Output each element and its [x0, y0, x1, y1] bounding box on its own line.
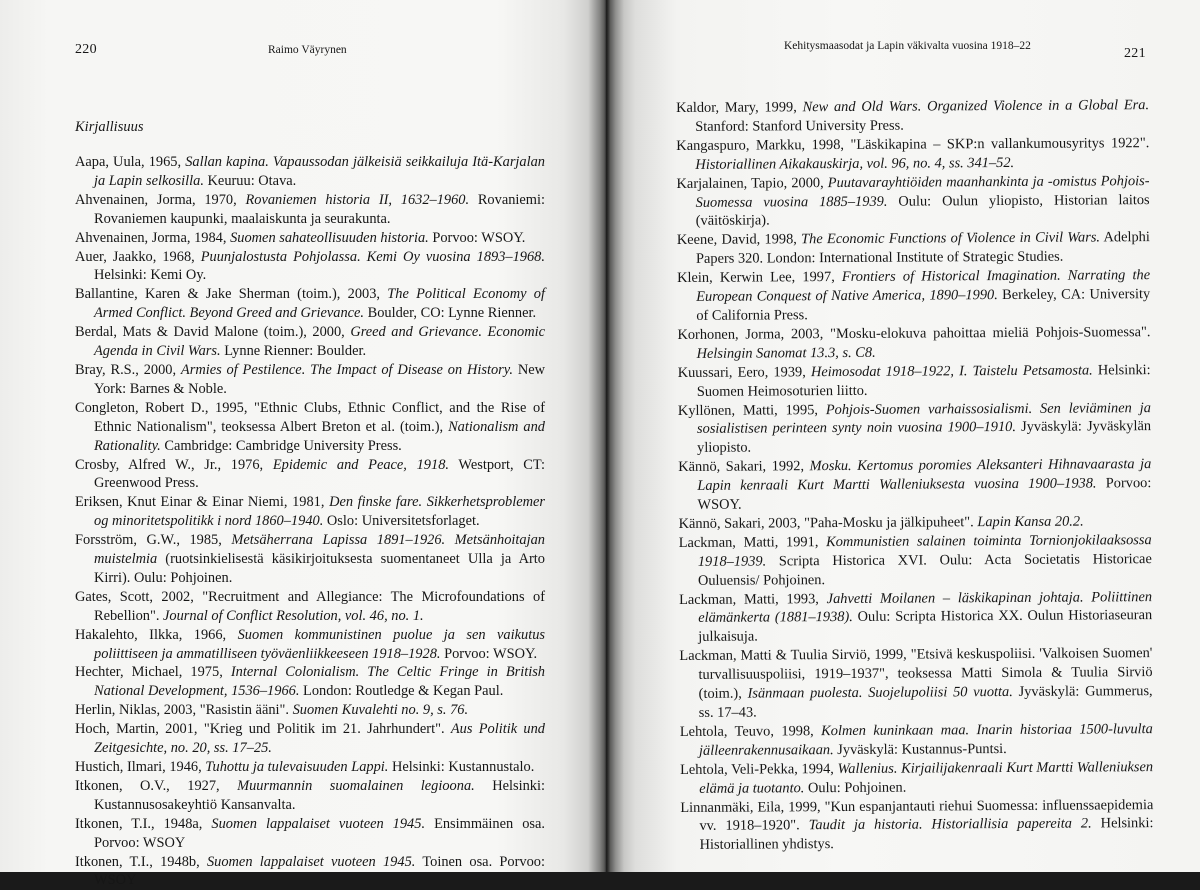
reference-text: Congleton, Robert D., 1995, "Ethnic Clubs, Ethnic Conflict, and the Rise of Ethnic Nationalism", teoksessa Albert Breton et al. (toim.),	[75, 399, 545, 435]
section-heading: Kirjallisuus	[75, 119, 144, 135]
reference-text: Kännö, Sakari, 1992,	[678, 458, 810, 476]
reference-text: Karjalainen, Tapio, 2000,	[676, 174, 828, 192]
reference-text: Westport, CT: Greenwood Press.	[94, 456, 545, 492]
reference-title: Suomen lappalaiset vuoteen 1945.	[206, 853, 416, 870]
reference-text: Ahvenainen, Jorma, 1970,	[75, 191, 246, 208]
reference-entry	[75, 777, 545, 815]
reference-text: Helsinki: Kemi Oy.	[94, 267, 207, 284]
reference-text: Berdal, Mats & David Malone (toim.), 2000,	[75, 324, 351, 341]
reference-title: Historiallinen Aikakauskirja, vol. 96, no. 4, ss. 341–52.	[695, 154, 1015, 173]
reference-entry	[75, 663, 545, 701]
reference-text: Oulu: Pohjoinen.	[804, 779, 907, 796]
reference-text: Helsinki: Historiallinen yhdistys.	[699, 815, 1154, 854]
reference-text: Jyväskylä: Jyväskylän yliopisto.	[697, 418, 1152, 457]
reference-text: Korhonen, Jorma, 2003, "Mosku-elokuva pahoittaa mieliä Pohjois-Suomessa".	[677, 323, 1151, 343]
reference-text: Hechter, Michael, 1975,	[75, 664, 231, 681]
reference-entry	[75, 285, 545, 323]
reference-text: Auer, Jaakko, 1968,	[75, 248, 201, 265]
reference-title: Metsäherrana Lapissa 1891–1926. Metsänhoitajan muistelmia	[94, 532, 545, 568]
reference-text: Lynne Rienner: Boulder.	[220, 343, 367, 360]
reference-text: Ahvenainen, Jorma, 1984,	[75, 229, 231, 246]
reference-title: Suomen kommunistinen puolue ja sen vaikutus poliittiseen ja ammatilliseen työväenliikkeeseen 1918–1928.	[94, 626, 545, 662]
reference-title: Isänmaan puolesta. Suojelupoliisi 50 vuotta.	[747, 684, 1013, 702]
reference-list-left	[75, 153, 545, 890]
reference-entry	[680, 758, 1153, 799]
reference-entry	[75, 720, 545, 758]
reference-text: New York: Barnes & Noble.	[94, 361, 545, 397]
reference-text: Stanford: Stanford University Press.	[695, 117, 904, 135]
reference-entry	[678, 455, 1151, 515]
reference-title: Armies of Pestilence. The Impact of Disease on History.	[180, 361, 513, 378]
reference-text: Adelphi Papers 320. London: International Institute of Strategic Studies.	[695, 229, 1150, 268]
reference-text: Aapa, Uula, 1965,	[75, 154, 186, 170]
reference-entry	[678, 361, 1151, 402]
reference-entry	[676, 134, 1149, 175]
reference-entry	[75, 853, 545, 890]
reference-title: Nationalism and Rationality.	[94, 418, 545, 454]
reference-title: Internal Colonialism. The Celtic Fringe in British National Development, 1536–1966.	[94, 664, 546, 700]
reference-text: Oulu: Scripta Historica XX. Oulun Historiaseuran julkaisuja.	[698, 607, 1153, 646]
reference-title: Suomen Kuvalehti no. 9, s. 76.	[292, 702, 469, 719]
reference-entry	[75, 531, 545, 588]
reference-text: Lackman, Matti & Tuulia Sirviö, 1999, "Etsivä keskuspoliisi. 'Valkoisen Suomen' turvallisuuspoliisi, 1919–1937", teoksessa Matti Simola & Tuulia Sirviö (toim.),	[679, 645, 1153, 702]
reference-entry	[676, 96, 1149, 137]
reference-text: Porvoo: WSOY.	[697, 475, 1152, 513]
reference-text: Kangaspuro, Markku, 1998, "Läskikapina – SKP:n vallankumousyritys 1922".	[676, 134, 1150, 154]
reference-title: Suomen lappalaiset vuoteen 1945.	[211, 815, 426, 832]
reference-title: Rovaniemen historia II, 1632–1960.	[245, 191, 470, 208]
reference-entry	[75, 626, 545, 664]
reference-text: Herlin, Niklas, 2003, "Rasistin ääni".	[75, 702, 293, 719]
reference-entry	[75, 588, 545, 626]
reference-entry	[75, 456, 545, 494]
reference-text: Porvoo: WSOY.	[440, 645, 538, 662]
reference-text: Gates, Scott, 2002, "Recruitment and Allegiance: The Microfoundations of Rebellion".	[75, 588, 545, 624]
reference-text: Kaldor, Mary, 1999,	[676, 99, 803, 116]
reference-entry	[680, 720, 1153, 761]
reference-entry	[678, 399, 1151, 459]
book-gutter	[588, 0, 624, 872]
reference-text: Oulu: Oulun yliopisto, Historian laitos (väitöskirja).	[695, 191, 1150, 230]
reference-text: Klein, Kerwin Lee, 1997,	[677, 269, 842, 287]
reference-entry	[75, 399, 545, 456]
reference-title: The Economic Functions of Violence in Civil Wars.	[801, 229, 1101, 248]
reference-text: Itkonen, O.V., 1927,	[75, 777, 238, 794]
right-running-head: Kehitysmaasodat ja Lapin väkivalta vuosina 1918–22	[784, 40, 1031, 52]
reference-text: Kyllönen, Matti, 1995,	[677, 401, 826, 419]
reference-text: Scripta Historica XVI. Oulu: Acta Societatis Historicae Ouluensis/ Pohjoinen.	[697, 550, 1152, 589]
reference-title: Pohjois-Suomen varhaissosialismi. Sen leviäminen ja sosialistisen perinteen synty noin vuosina 1900–1910.	[696, 399, 1151, 438]
reference-text: Kuussari, Eero, 1939,	[677, 363, 811, 381]
reference-title: New and Old Wars. Organized Violence in a Global Era.	[802, 97, 1150, 116]
reference-text: Helsinki: Kustannustalo.	[388, 759, 535, 775]
reference-text: Toinen osa. Porvoo: WSOY	[94, 853, 545, 889]
reference-text: Rovaniemi: Rovaniemen kaupunki, maalaiskunta ja seurakunta.	[94, 191, 545, 227]
reference-title: Muurmannin suomalainen legioona.	[237, 777, 475, 794]
reference-text: Keene, David, 1998,	[676, 231, 802, 249]
reference-title: Jahvetti Moilanen – läskikapinan johtaja. Poliittinen elämänkerta (1881–1938).	[698, 588, 1153, 627]
reference-title: Epidemic and Peace, 1918.	[272, 456, 449, 473]
reference-title: Tuhottu ja tulevaisuuden Lappi.	[205, 759, 389, 775]
reference-text: London: Routledge & Kegan Paul.	[299, 683, 504, 700]
reference-text: Eriksen, Knut Einar & Einar Niemi, 1981,	[75, 494, 330, 511]
reference-text: Oslo: Universitetsforlaget.	[323, 513, 480, 530]
reference-title: Lapin Kansa 20.2.	[977, 513, 1084, 531]
reference-text: Porvoo: WSOY.	[428, 229, 526, 246]
reference-entry	[677, 323, 1150, 364]
reference-text: Jyväskylä: Gummerus, ss. 17–43.	[698, 683, 1153, 721]
reference-entry	[75, 493, 545, 531]
reference-entry	[680, 796, 1153, 856]
reference-text: Ensimmäinen osa. Porvoo: WSOY	[94, 815, 545, 851]
reference-entry	[75, 701, 545, 720]
reference-title: Journal of Conflict Resolution, vol. 46, no. 1.	[163, 607, 424, 624]
reference-entry	[75, 815, 545, 853]
reference-text: Hakalehto, Ilkka, 1966,	[75, 626, 238, 643]
reference-text: Itkonen, T.I., 1948a,	[75, 815, 212, 832]
reference-text: Kännö, Sakari, 2003, "Paha-Mosku ja jälkipuheet".	[678, 514, 978, 532]
reference-entry	[75, 758, 545, 777]
reference-entry	[75, 248, 545, 286]
reference-list-right	[676, 96, 1154, 855]
reference-text: Bray, R.S., 2000,	[75, 361, 181, 378]
reference-text: Itkonen, T.I., 1948b,	[75, 853, 207, 870]
reference-title: Wallenius. Kirjailijakenraali Kurt Martti Walleniuksen elämä ja tuotanto.	[699, 758, 1154, 797]
reference-title: Greed and Grievance. Economic Agenda in Civil Wars.	[94, 324, 545, 360]
reference-entry	[677, 228, 1150, 269]
reference-title: Kolmen kuninkaan maa. Inarin historiaa 1500-luvulta jälleenrakennusaikaan.	[698, 721, 1153, 759]
reference-text: Cambridge: Cambridge University Press.	[160, 437, 402, 454]
reference-title: Frontiers of Historical Imagination. Narrating the European Conquest of Native America, 1890–1990.	[696, 267, 1151, 305]
reference-text: Boulder, CO: Lynne Rienner.	[364, 305, 537, 322]
reference-title: Kommunistien salainen toiminta Tornionjokilaaksossa 1918–1939.	[697, 531, 1152, 570]
reference-text: Lehtola, Veli-Pekka, 1994,	[680, 760, 838, 778]
reference-title: Sallan kapina. Vapaussodan jälkeisiä seikkailuja Itä-Karjalan ja Lapin selkosilla.	[94, 154, 545, 189]
reference-text: Lehtola, Teuvo, 1998,	[679, 723, 822, 740]
reference-text: Helsinki: Suomen Heimosoturien liitto.	[696, 361, 1151, 400]
reference-title: The Political Economy of Armed Conflict. Beyond Greed and Grievance.	[94, 286, 545, 322]
reference-text: Berkeley, CA: University of California Press.	[696, 286, 1151, 324]
left-page-number: 220	[75, 42, 97, 57]
reference-text: Keuruu: Otava.	[203, 172, 297, 189]
reference-entry	[75, 323, 545, 361]
reference-title: Mosku. Kertomus poromies Aleksanteri Hihnavaarasta ja Lapin kenraali Kurt Martti Walleniuksesta vuosina 1900–1938.	[697, 456, 1152, 495]
reference-title: Suomen sahateollisuuden historia.	[230, 229, 429, 246]
reference-title: Taudit ja historia. Historiallisia papereita 2.	[808, 815, 1092, 834]
reference-title: Aus Politik und Zeitgesichte, no. 20, ss. 17–25.	[94, 721, 545, 757]
reference-text: Helsinki: Kustannusosakeyhtiö Kansanvalta.	[94, 777, 545, 813]
reference-title: Puutavarayhtiöiden maanhankinta ja -omistus Pohjois-Suomessa vuosina 1885–1939.	[695, 172, 1150, 211]
reference-title: Heimosodat 1918–1922, I. Taistelu Petsamosta.	[810, 362, 1093, 380]
left-running-head: Raimo Väyrynen	[268, 44, 347, 56]
reference-entry	[676, 172, 1149, 232]
reference-text: Lackman, Matti, 1993,	[679, 590, 827, 608]
reference-entry	[677, 266, 1150, 326]
reference-text: Forsström, G.W., 1985,	[75, 532, 232, 549]
reference-text: Linnanmäki, Eila, 1999, "Kun espanjantauti riehui Suomessa: influenssaepidemia vv. 1918–1920".	[680, 796, 1154, 835]
reference-text: Crosby, Alfred W., Jr., 1976,	[75, 456, 273, 473]
reference-entry	[75, 153, 545, 191]
reference-text: Hustich, Ilmari, 1946,	[75, 759, 206, 775]
right-page-number: 221	[1124, 46, 1146, 61]
reference-text: Lackman, Matti, 1991,	[678, 533, 827, 551]
reference-text: Jyväskylä: Kustannus-Puntsi.	[833, 740, 1007, 758]
reference-title: Den finske fare. Sikkerhetsproblemer og minoritetspolitikk i nord 1860–1940.	[94, 494, 545, 530]
reference-text: Ballantine, Karen & Jake Sherman (toim.), 2003,	[75, 286, 388, 303]
reference-entry	[75, 361, 545, 399]
reference-text: Hoch, Martin, 2001, "Krieg und Politik im 21. Jahrhundert".	[75, 721, 451, 738]
reference-entry	[75, 191, 545, 229]
reference-entry	[679, 531, 1152, 591]
reference-text: (ruotsinkielisestä käsikirjoituksesta suomentaneet Ulla ja Arto Kirri). Oulu: Pohjoinen.	[94, 551, 545, 586]
reference-title: Puunjalostusta Pohjolassa. Kemi Oy vuosina 1893–1968.	[200, 248, 545, 265]
reference-entry	[679, 588, 1152, 648]
reference-title: Helsingin Sanomat 13.3, s. C8.	[696, 344, 876, 362]
reference-entry	[679, 644, 1152, 723]
reference-entry	[75, 229, 545, 248]
